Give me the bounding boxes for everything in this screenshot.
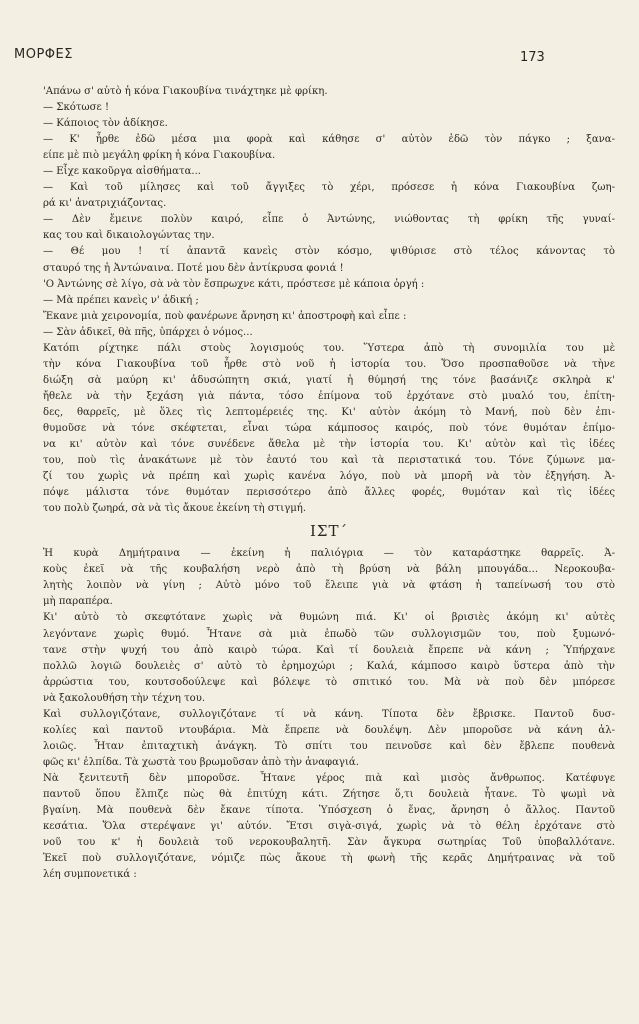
text-line: τανε στὴν ψυχή του ἀπὸ καιρὸ τώρα. Καὶ τί δουλειὰ ἔπρεπε νὰ κάνη ; Ὑπήρχανε xyxy=(43,644,615,656)
section-heading: ΙΣΤ΄ xyxy=(309,522,349,541)
text-line: είπε μὲ πιὸ μεγάλη φρίκη ἡ κόνα Γιακουβίνα. xyxy=(43,150,276,162)
text-line: 'Ο Ἀντώνης σὲ λίγο, σὰ νὰ τὸν ἔσπρωχνε κάτι, πρόστεσε μὲ κάποια ὀργή : xyxy=(43,278,425,290)
page-number: 173 xyxy=(520,50,545,65)
text-line: — Σκότωσε ! xyxy=(43,102,110,114)
paragraph xyxy=(43,132,615,164)
text-line: Ἡ κυρὰ Δημήτραινα — ἐκείνη ἡ παλιόγρια — τὸν καταράστηκε θαρρεῖς. Ἀ- xyxy=(43,548,615,560)
text-section-1 xyxy=(43,84,615,517)
text-line: νὰ ξακολουθήση τὴν τέχνη του. xyxy=(43,692,206,704)
text-line: λητὴς λοιπὸν νὰ γίνη ; Αὐτὸ μόνο τοῦ ἔλειπε γιὰ νὰ φτάση ἡ ταπείνωσή του στὸ xyxy=(43,580,615,592)
text-line: — Θέ μου ! τί ἀπαντᾶ κανεὶς στὸν κόσμο, ψιθύρισε στὸ τέλος κάνοντας τὸ xyxy=(43,246,615,258)
text-line: φῶς κι' ἐλπίδα. Τὰ χωστὰ του βρωμοῦσαν ἀπὸ τὴν ἀναφαγιά. xyxy=(43,756,359,768)
paragraph xyxy=(43,116,615,132)
paragraph xyxy=(43,309,615,325)
text-line: ρά κι' ἀνατριχιάζοντας. xyxy=(43,198,167,210)
paragraph xyxy=(43,293,615,309)
paragraph xyxy=(43,100,615,116)
paragraph xyxy=(43,212,615,244)
paragraph xyxy=(43,325,615,341)
text-line: — Μὰ πρέπει κανεὶς ν' ἀδική ; xyxy=(43,294,199,306)
text-line: δες, θαρρεῖς, μὲ ὅλες τὶς λεπτομέρειές της. Κι' αὐτὸν ἀκόμη τὸ Μανή, ποὺ δὲν ἐπι- xyxy=(43,406,615,418)
text-line: πόψε μάλιστα τόνε θυμόταν περισσότερο ἀπὸ ἄλλες φορές, θυμόταν καὶ τὶς ἰδέες xyxy=(43,487,615,499)
text-line: παντοῦ ὅπου ἔλπιζε πὼς θὰ ἐπιτύχη κάτι. Ζήτησε ὅ,τι δουλειὰ ἦτανε. Τὸ ψωμὶ νὰ xyxy=(43,788,615,800)
text-line: Κατόπι ρίχτηκε πάλι στοὺς λογισμούς του. Ὕστερα ἀπὸ τὴ συνομιλία του μὲ xyxy=(43,342,615,354)
text-line: θυμοῦσε νὰ τόνε σκέφτεται, εἶναι τώρα κάμποσος καιρός, ποὺ τόνε θυμόταν ἐπίμο- xyxy=(43,422,615,434)
text-line: — Κ' ἦρθε ἐδῶ μέσα μια φορὰ καὶ κάθησε σ' αὐτὸν ἐδῶ τὸν πάγκο ; ξανα- xyxy=(43,134,615,146)
text-line: πολλῶ λογιῶ δουλειὲς σ' αὐτὸ τὸ ἐρημοχώρι ; Καλά, κάμποσο καιρὸ ὕστερα ἀπὸ τὴν xyxy=(43,660,615,672)
paragraph xyxy=(43,546,615,610)
text-line: 'Απάνω σ' αὐτὸ ἡ κόνα Γιακουβίνα τινάχτηκε μὲ φρίκη. xyxy=(43,86,328,97)
text-line: λεγόντανε χωρὶς θυμό. Ἦτανε σὰ μιὰ ἐπωδὸ τῶν συλλογισμῶν του, ποὺ ξυμωνό- xyxy=(43,628,615,640)
text-line: λέη συμπονετικά : xyxy=(43,869,137,881)
text-line: Ἐκεῖ ποὺ συλλογιζότανε, νόμιζε πὼς ἄκουε τὴ φωνὴ τῆς κερᾶς Δημήτραινας νὰ τοῦ xyxy=(43,853,615,865)
paragraph xyxy=(43,341,615,518)
text-line: — Δὲν ἔμεινε πολὺν καιρό, εἶπε ὁ Ἀντώνης, νιώθοντας τὴ φρίκη τῆς γυναί- xyxy=(43,214,615,226)
text-line: — Εἶχε κακοῦργα αἰσθήματα... xyxy=(43,166,202,178)
text-line: σταυρό της ἡ Ἀντώναινα. Ποτέ μου δὲν ἀντίκρυσα φονιά ! xyxy=(43,262,344,274)
text-line: ἀρρώστια του, κουτσοδούλεψε καὶ βόλεψε τὸ σπιτικό του. Μὰ νὰ ποὺ δὲν μπόρεσε xyxy=(43,676,615,688)
text-line: μὴ παραπέρα. xyxy=(43,596,113,608)
text-line: βγαίνη. Μὰ πουθενὰ δὲν ἔκανε τίποτα. Ὑπόσχεση ὁ ἕνας, ἄρνηση ὁ ἄλλος. Παντοῦ xyxy=(43,805,615,817)
paragraph xyxy=(43,707,615,771)
text-line: κας του καὶ δικαιολογώντας την. xyxy=(43,230,215,242)
text-line: του πολὺ ζωηρά, σὰ νὰ τὶς ἄκουε ἐκείνη τὴ στιγμή. xyxy=(43,503,307,515)
text-line: κεσάτια. Ὅλα στερέψανε γι' αὐτόν. Ἔτσι σιγὰ-σιγά, χωρὶς νὰ τὸ θέλη ἐρχότανε στὸ xyxy=(43,821,615,833)
text-line: του, ποὺ τὶς ἀνακάτωνε μὲ τὸν ἑαυτό του καὶ τὰ περιστατικά του. Τόνε ζύμωνε μα- xyxy=(43,455,615,467)
text-line: να κι' αὐτὸν καὶ τόνε συνέδενε ἄθελα μὲ τὴν ἱστορία του. Κι' αὐτὸν καὶ τὶς ἰδέες xyxy=(43,439,615,451)
paragraph xyxy=(43,164,615,180)
text-line: ἤθελε νὰ τὴν ξεχάση γιὰ πάντα, τόσο ἐπίμονα τοῦ ἐρχότανε στὸ μυαλό του, ἐπίτη- xyxy=(43,390,615,402)
text-line: νοῦ του κ' ἡ δουλειὰ τοῦ νεροκουβαλητῆ. Σὰν ἄγκυρα σωτηρίας Τοῦ ὑποβαλλότανε. xyxy=(43,837,615,849)
text-line: Κι' αὐτὸ τὸ σκεφτότανε χωρὶς νὰ θυμώνη πιά. Κι' οἱ βρισιὲς ἀκόμη κι' αὐτὲς xyxy=(43,612,615,624)
text-line: ζί του χωρὶς νὰ πρέπη καὶ χωρὶς κανένα λόγο, ποὺ νὰ μπορῆ νὰ τὸν ἐξηγήση. Ἀ- xyxy=(43,471,615,483)
text-line: διώξη σὰ μαύρη κι' ἀδυσώπητη σκιά, γιατί ἡ θύμησή της τόνε βασάνιζε σκληρὰ κ' xyxy=(43,374,615,386)
text-line: τὴν κόνα Γιακουβίνα τοῦ ἦρθε στὸ νοῦ ἡ ἱστορία του. Ὅσο προσπαθοῦσε νὰ τὴνε xyxy=(43,358,615,370)
paragraph xyxy=(43,277,615,293)
paragraph xyxy=(43,244,615,276)
running-header-title: ΜΟΡΦΕΣ xyxy=(14,47,73,62)
text-line: — Κάποιος τὸν ἀδίκησε. xyxy=(43,118,168,130)
text-line: Ἔκανε μιὰ χειρονομία, ποὺ φανέρωνε ἄρνηση κι' ἀποστροφὴ καὶ εἶπε : xyxy=(43,310,407,322)
text-line: κοὺς ἐκεῖ νὰ τῆς κουβαλήση νερὸ ἀπὸ τὴ βρύση νὰ βάλη μπουγάδα... Νεροκουβα- xyxy=(43,564,615,576)
text-line: — Καὶ τοῦ μίλησες καὶ τοῦ ἄγγιξες τὸ χέρι, πρόσεσε ἡ κόνα Γιακουβίνα ζωη- xyxy=(43,182,615,194)
paragraph xyxy=(43,84,615,100)
page-body xyxy=(43,84,615,883)
text-line: Καὶ συλλογιζότανε, συλλογιζότανε τί νὰ κάνη. Τίποτα δὲν ἔβρισκε. Παντοῦ δυσ- xyxy=(43,708,615,720)
text-line: κολίες καὶ παντοῦ ντουβάρια. Μὰ ἔπρεπε νὰ δουλέψη. Δὲν μποροῦσε νὰ κάνη ἀλ- xyxy=(43,724,615,736)
text-line: Νὰ ξενιτευτῆ δὲν μποροῦσε. Ἦτανε γέρος πιὰ καὶ μισὸς ἄνθρωπος. Κατέφυγε xyxy=(43,772,615,784)
text-line: — Σὰν ἀδικεῖ, θὰ πῆς, ὑπάρχει ὁ νόμος... xyxy=(43,326,253,338)
text-line: λοιῶς. Ἦταν ἐπιταχτικὴ ἀνάγκη. Τὸ σπίτι του πεινοῦσε καὶ δὲν ἔβλεπε πουθενὰ xyxy=(43,740,615,752)
paragraph xyxy=(43,180,615,212)
paragraph xyxy=(43,610,615,706)
paragraph xyxy=(43,771,615,883)
text-section-2 xyxy=(43,546,615,883)
